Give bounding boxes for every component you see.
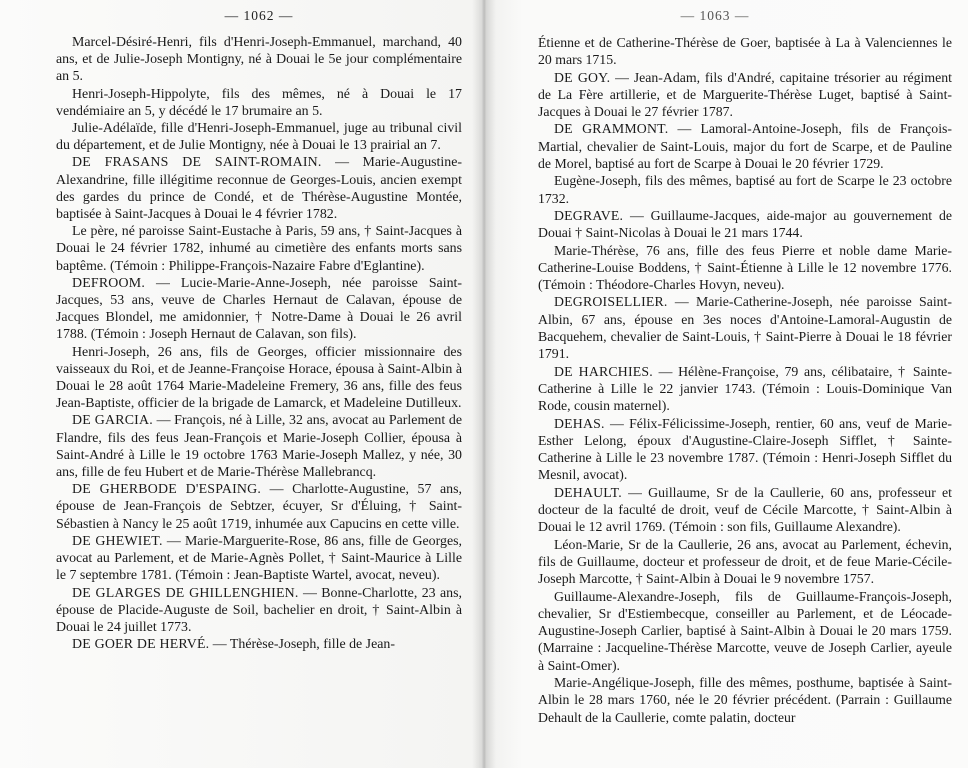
entry: DE GHEWIET. — Marie-Marguerite-Rose, 86 ans, fille de Georges, avocat au Parlement, et de Marie-Agnès Pollet, † Saint-Maurice à Lille le 7 septembre 1781. (Témoin : Jean-Baptiste Wartel, avocat, neveu). — [56, 533, 462, 584]
entry: DE HARCHIES. — Hélène-Françoise, 79 ans, célibataire, † Sainte-Catherine à Lille le 22 janvier 1743. (Témoin : Louis-Dominique Van Rode, cousin maternel). — [538, 363, 952, 414]
entry: DE GLARGES DE GHILLENGHIEN. — Bonne-Charlotte, 23 ans, épouse de Placide-Auguste de Soil, bachelier en droit, † Saint-Albin à Douai le 24 juillet 1773. — [56, 585, 463, 635]
entry: Marie-Thérèse, 76 ans, fille des feus Pierre et noble dame Marie-Catherine-Louise Boddens, † Saint-Étienne à Lille le 12 novembre 1776. (Témoin : Théodore-Charles Hovyn, neveu). — [538, 242, 952, 293]
entry: Henri-Joseph-Hippolyte, fils des mêmes, né à Douai le 17 vendémiaire an 5, y décédé le 17 brumaire an 5. — [56, 86, 462, 119]
right-page — [484, 0, 968, 768]
entry: Le père, né paroisse Saint-Eustache à Paris, 59 ans, † Saint-Jacques à Douai le 24 février 1782, inhumé au cimetière des enfants morts sans baptême. (Témoin : Philippe-François-Nazaire Fabre d'Eglantine). — [56, 224, 462, 274]
entry: DE GRAMMONT. — Lamoral-Antoine-Joseph, fils de François-Martial, chevalier de Saint-Louis, major du fort de Scarpe, et de Pauline de Morel, baptisé au fort de Scarpe à Douai le 20 février 1729. — [538, 121, 952, 172]
entry: DEHAS. — Félix-Félicissime-Joseph, rentier, 60 ans, veuf de Marie-Esther Lelong, époux d'Augustine-Claire-Joseph Sifflet, † Sainte-Catherine à Lille le 23 novembre 1787. (Témoin : Henri-Joseph Sifflet du Mesnil, avocat). — [538, 415, 952, 483]
entry: Marie-Angélique-Joseph, fille des mêmes, posthume, baptisée à Saint-Albin le 28 mars 1760, née le 20 février précédent. (Parrain : Guillaume Dehault de la Caullerie, comte palatin, docteur — [538, 674, 952, 725]
right-entries — [538, 34, 952, 726]
page-number-left: — 1062 — — [224, 8, 294, 23]
entry: DE GHERBODE D'ESPAING. — Charlotte-Augustine, 57 ans, épouse de Jean-François de Sebtzer, écuyer, Sr d'Éluing, † Saint-Sébastien à Nancy le 25 août 1719, inhumée aux Capucins en cette ville. — [56, 482, 462, 532]
entry: DEGRAVE. — Guillaume-Jacques, aide-major au gouvernement de Douai † Saint-Nicolas à Douai le 21 mars 1744. — [538, 207, 952, 241]
entry: DEFROOM. — Lucie-Marie-Anne-Joseph, née paroisse Saint-Jacques, 53 ans, veuve de Charles Hernaut de Calavan, épouse de Jacques Blondel, me amidonnier, † Notre-Dame à Douai le 26 avril 1788. (Témoin : Joseph Hernaut de Calavan, son fils). — [56, 275, 462, 343]
entry: DEHAULT. — Guillaume, Sr de la Caullerie, 60 ans, professeur et docteur de la faculté de droit, veuf de Cécile Marcotte, † Saint-Albin à Douai le 12 avril 1769. (Témoin : son fils, Guillaume Alexandre). — [538, 484, 952, 535]
entry: Julie-Adélaïde, fille d'Henri-Joseph-Emmanuel, juge au tribunal civil du département, et de Julie Montigny, née à Douai le 13 prairial an 7. — [56, 121, 462, 154]
entry: Étienne et de Catherine-Thérèse de Goer, baptisée à La à Valenciennes le 20 mars 1715. — [538, 35, 952, 68]
entry: Guillaume-Alexandre-Joseph, fils de Guillaume-François-Joseph, chevalier, Sr d'Estiembecque, conseiller au Parlement, et de Léocade-Augustine-Joseph Carlier, baptisé à Saint-Albin à Douai le 20 mars 1759. (Marraine : Jacqueline-Thérèse Marcotte, veuve de Joseph Carlier, ayeule à Saint-Omer). — [538, 588, 952, 673]
left-entries — [56, 34, 462, 653]
entry: DEGROISELLIER. — Marie-Catherine-Joseph, née paroisse Saint-Albin, 67 ans, épouse en 3es noces d'Antoine-Lamoral-Augustin de Bacquehem, chevalier de Saint-Louis, † Saint-Pierre à Douai le 18 février 1791. — [538, 294, 952, 362]
entry: Henri-Joseph, 26 ans, fils de Georges, officier missionnaire des vaisseaux du Roi, et de Jeanne-Françoise Horace, épousa à Saint-Albin à Douai le 28 août 1764 Marie-Madeleine Fremery, 36 ans, fille des feus Jean-Baptiste, officier de la brigade de Lamarck, et Madeleine Dutilleux. — [56, 344, 462, 412]
entry: DE GOER DE HERVÉ. — Thérèse-Joseph, fille de Jean- — [72, 637, 395, 653]
entry: DE FRASANS DE SAINT-ROMAIN. — Marie-Augustine-Alexandrine, fille illégitime reconnue de Georges-Louis, ancien exempt des gardes du prince de Condé, et de Thérèse-Augustine Montée, baptisée à Saint-Jacques à Douai le 4 février 1782. — [56, 155, 462, 223]
entry: Eugène-Joseph, fils des mêmes, baptisé au fort de Scarpe le 23 octobre 1732. — [538, 173, 952, 206]
entry: DE GARCIA. — François, né à Lille, 32 ans, avocat au Parlement de Flandre, fils des feus Jean-François et Marie-Joseph Collier, épousa à Saint-André à Lille le 19 octobre 1763 Marie-Joseph Mallez, y née, 30 ans, fille de feu Hubert et de Marie-Thérèse Mallebrancq. — [56, 413, 462, 481]
entry: Léon-Marie, Sr de la Caullerie, 26 ans, avocat au Parlement, échevin, fils de Guillaume, docteur et professeur de droit, et de feue Marie-Cécile-Joseph Marcotte, † Saint-Albin à Douai le 9 novembre 1757. — [538, 536, 952, 587]
entry: Marcel-Désiré-Henri, fils d'Henri-Joseph-Emmanuel, marchand, 40 ans, et de Julie-Joseph Montigny, né à Douai le 5e jour complémentaire an 5. — [56, 35, 462, 85]
entry: DE GOY. — Jean-Adam, fils d'André, capitaine trésorier au régiment de La Fère artillerie, et de Marguerite-Thérèse Luget, baptisé à Saint-Jacques à Douai le 27 février 1787. — [538, 69, 952, 120]
page-number-right: — 1063 — — [680, 8, 750, 23]
